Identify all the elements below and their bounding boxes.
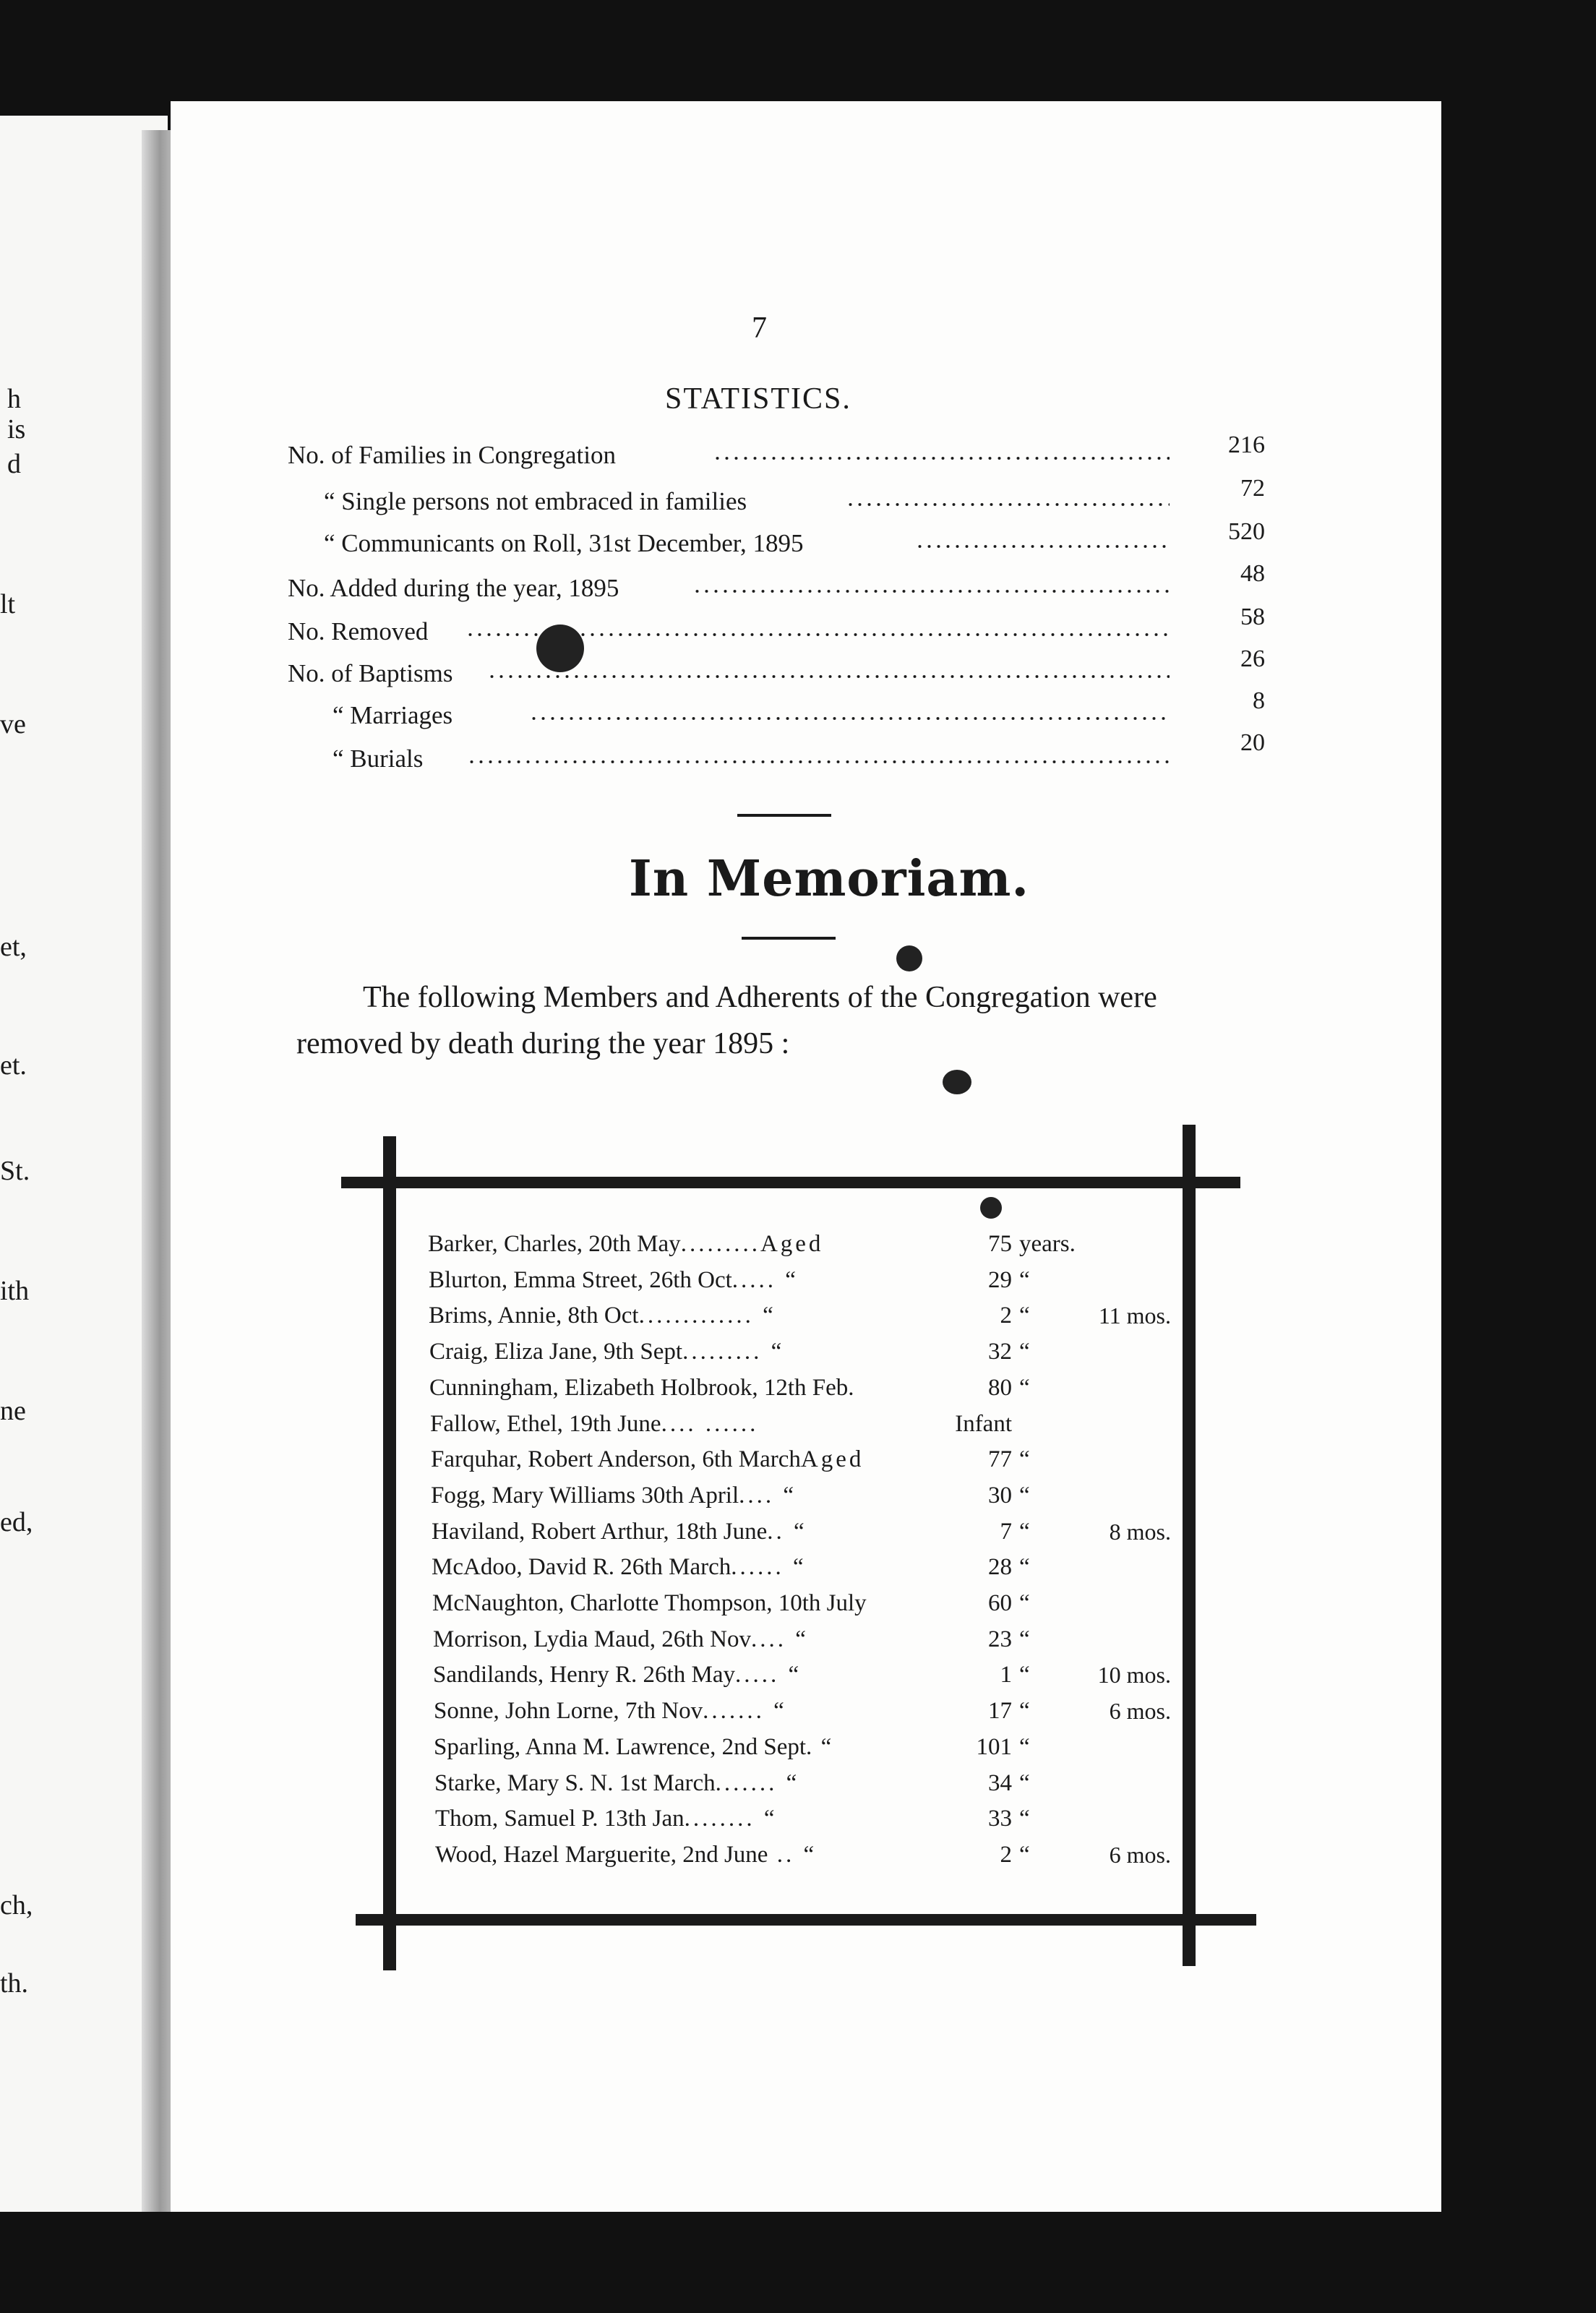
ink-blot <box>896 945 922 971</box>
entry-name-text: Barker, Charles, 20th May <box>428 1231 681 1257</box>
entry-age: 33 <box>988 1806 1012 1832</box>
entry-name-text: Morrison, Lydia Maud, 26th Nov <box>433 1626 751 1652</box>
entry-name-text: Craig, Eliza Jane, 9th Sept <box>429 1339 683 1365</box>
left-page-fragment: th. <box>0 1968 29 1999</box>
memoriam-entry-name <box>432 1514 807 1550</box>
entry-leader: .... “ <box>750 1626 809 1652</box>
memoriam-entry-name <box>431 1477 797 1514</box>
statistics-row <box>324 481 1170 522</box>
memoriam-entry-name <box>435 1837 817 1873</box>
memoriam-entry-name <box>434 1765 799 1801</box>
leader-dots <box>487 675 1170 678</box>
entry-unit: “ <box>1019 1554 1030 1580</box>
statistics-label: “ Burials <box>332 744 424 773</box>
entry-leader: .. “ <box>768 1842 818 1868</box>
statistics-row <box>288 653 1170 694</box>
memoriam-entry-name <box>434 1693 787 1729</box>
statistics-value: 520 <box>1228 518 1265 545</box>
leader-dots <box>915 545 1170 548</box>
entry-name-text: Sandilands, Henry R. 26th May <box>433 1662 735 1688</box>
left-page-fragment: d <box>7 449 21 479</box>
entry-name-text: Blurton, Emma Street, 26th Oct <box>429 1267 732 1293</box>
statistics-label: No. Removed <box>288 617 429 645</box>
entry-months: 8 mos. <box>1109 1519 1171 1545</box>
entry-age: 80 <box>988 1375 1012 1401</box>
entry-age: 30 <box>988 1482 1012 1509</box>
leader-dots <box>713 457 1170 460</box>
statistics-label: No. Added during the year, 1895 <box>288 574 619 602</box>
left-page-fragment: St. <box>0 1156 30 1186</box>
memoriam-entry-name <box>434 1729 834 1765</box>
leader-dots <box>467 760 1171 763</box>
entry-age: 60 <box>988 1590 1012 1616</box>
entry-age: 29 <box>988 1267 1012 1293</box>
entry-unit: “ <box>1019 1770 1030 1796</box>
memoriam-entry-name <box>429 1262 799 1298</box>
entry-months: 6 mos. <box>1109 1842 1171 1868</box>
entry-age: 34 <box>988 1770 1012 1796</box>
entry-age: 17 <box>988 1698 1012 1724</box>
entry-name-text: Thom, Samuel P. 13th Jan <box>435 1806 685 1832</box>
entry-name-text: McNaughton, Charlotte Thompson, 10th July <box>432 1590 867 1616</box>
memoriam-entry-name <box>430 1406 758 1442</box>
memoriam-entry-name <box>429 1334 784 1370</box>
entry-unit: “ <box>1019 1806 1030 1832</box>
ink-blot <box>980 1197 1002 1219</box>
statistics-row <box>288 611 1170 652</box>
entry-leader: ..... “ <box>732 1267 799 1293</box>
entry-leader: ......... “ <box>682 1339 785 1365</box>
ink-blot <box>943 1070 971 1094</box>
entry-leader: ...... “ <box>731 1554 807 1580</box>
entry-age: 2 <box>1000 1842 1012 1868</box>
page-number: 7 <box>752 312 767 345</box>
memoriam-entry-name <box>432 1585 867 1621</box>
frame-bottom-bar <box>356 1914 1256 1926</box>
entry-name-text: Sonne, John Lorne, 7th Nov <box>434 1698 703 1724</box>
memoriam-entry-name <box>428 1226 823 1262</box>
statistics-value: 216 <box>1228 432 1265 458</box>
leader-dots <box>846 503 1170 506</box>
statistics-row <box>332 695 1171 736</box>
entry-months: 10 mos. <box>1097 1662 1171 1688</box>
entry-age: 32 <box>988 1339 1012 1365</box>
frame-top-bar <box>341 1177 1240 1188</box>
entry-name-text: McAdoo, David R. 26th March <box>432 1554 732 1580</box>
entry-unit: years. <box>1019 1231 1076 1257</box>
entry-leader: .........Aged <box>680 1231 824 1257</box>
entry-unit: “ <box>1019 1339 1030 1365</box>
memoriam-entry-name <box>429 1370 854 1406</box>
entry-age: Infant <box>955 1411 1012 1437</box>
entry-unit: “ <box>1019 1267 1030 1293</box>
statistics-label: “ Communicants on Roll, 31st December, 1895 <box>324 529 804 557</box>
entry-unit: “ <box>1019 1590 1030 1616</box>
entry-unit: “ <box>1019 1842 1030 1868</box>
entry-name-text: Wood, Hazel Marguerite, 2nd June <box>435 1842 768 1868</box>
statistics-row <box>324 523 1170 564</box>
statistics-value: 20 <box>1240 729 1265 756</box>
entry-age: 2 <box>1000 1303 1012 1329</box>
entry-age: 23 <box>988 1626 1012 1652</box>
entry-unit: “ <box>1019 1375 1030 1401</box>
statistics-value: 8 <box>1253 687 1265 714</box>
statistics-label: No. of Families in Congregation <box>288 441 616 469</box>
entry-leader: Aged <box>800 1446 864 1472</box>
memoriam-entry-name <box>431 1441 864 1477</box>
entry-leader: ..... “ <box>734 1662 802 1688</box>
entry-name-text: Starke, Mary S. N. 1st March <box>434 1770 716 1796</box>
entry-name-text: Sparling, Anna M. Lawrence, 2nd Sept. <box>434 1734 812 1760</box>
entry-name-text: Cunningham, Elizabeth Holbrook, 12th Feb. <box>429 1375 854 1401</box>
left-page-fragment: ne <box>0 1396 26 1426</box>
entry-unit: “ <box>1019 1303 1030 1329</box>
entry-name-text: Brims, Annie, 8th Oct <box>429 1303 639 1329</box>
statistics-value: 72 <box>1240 475 1265 502</box>
entry-name-text: Fogg, Mary Williams 30th April <box>431 1482 739 1509</box>
statistics-value: 58 <box>1240 604 1265 630</box>
leader-dots <box>529 717 1171 720</box>
statistics-row <box>288 568 1170 609</box>
entry-name-text: Farquhar, Robert Anderson, 6th March <box>431 1446 801 1472</box>
entry-unit: “ <box>1019 1698 1030 1724</box>
entry-leader: ....... “ <box>715 1770 800 1796</box>
memoriam-entry-name <box>429 1297 776 1334</box>
entry-unit: “ <box>1019 1734 1030 1760</box>
entry-months: 6 mos. <box>1109 1698 1171 1724</box>
left-page-fragment: et, <box>0 932 27 962</box>
left-page-fragment: h <box>7 384 21 414</box>
entry-leader: .. “ <box>767 1519 807 1545</box>
statistics-label: “ Single persons not embraced in families <box>324 487 747 515</box>
entry-age: 7 <box>1000 1519 1012 1545</box>
statistics-label: “ Marriages <box>332 701 453 729</box>
statistics-value: 48 <box>1240 560 1265 587</box>
section-rule <box>737 814 831 817</box>
entry-age: 77 <box>988 1446 1012 1472</box>
document-page <box>171 101 1441 2212</box>
statistics-value: 26 <box>1240 645 1265 672</box>
memoriam-intro-line: removed by death during the year 1895 : <box>296 1027 790 1060</box>
entry-age: 75 <box>988 1231 1012 1257</box>
statistics-row <box>288 435 1170 476</box>
entry-name-text: Fallow, Ethel, 19th June <box>430 1411 661 1437</box>
frame-right-bar <box>1183 1125 1196 1966</box>
memoriam-intro-line: The following Members and Adherents of the Congregation were <box>363 981 1157 1014</box>
entry-leader: ....... “ <box>703 1698 787 1724</box>
left-page-fragment: lt <box>0 589 16 619</box>
left-page-fragment: ed, <box>0 1507 33 1537</box>
left-page-fragment: ve <box>0 709 26 739</box>
entry-leader: ........ “ <box>684 1806 778 1832</box>
entry-age: 28 <box>988 1554 1012 1580</box>
left-page-fragment: is <box>7 414 26 445</box>
entry-leader: “ <box>812 1734 835 1760</box>
memoriam-entry-name <box>435 1801 778 1837</box>
memoriam-entry-name <box>433 1657 802 1693</box>
statistics-label: No. of Baptisms <box>288 659 453 687</box>
entry-name-text: Haviland, Robert Arthur, 18th June <box>432 1519 768 1545</box>
frame-left-bar <box>383 1136 396 1970</box>
entry-age: 1 <box>1000 1662 1012 1688</box>
ink-blot <box>536 625 584 672</box>
section-rule <box>742 937 836 940</box>
entry-unit: “ <box>1019 1662 1030 1688</box>
entry-unit: “ <box>1019 1446 1030 1472</box>
left-page-fragment: ch, <box>0 1890 33 1921</box>
entry-unit: “ <box>1019 1519 1030 1545</box>
entry-unit: “ <box>1019 1626 1030 1652</box>
entry-months: 11 mos. <box>1098 1303 1171 1329</box>
entry-age: 101 <box>976 1734 1012 1760</box>
entry-leader: .... “ <box>739 1482 797 1509</box>
left-page-fragment: et. <box>0 1050 27 1081</box>
entry-leader: .... ...... <box>661 1411 759 1437</box>
entry-unit: “ <box>1019 1482 1030 1509</box>
entry-leader: ............. “ <box>638 1303 776 1329</box>
left-page-fragment: ith <box>0 1276 30 1306</box>
memoriam-entry-name <box>432 1549 807 1585</box>
statistics-row <box>332 739 1171 779</box>
memoriam-heading: In Memoriam. <box>629 850 1030 908</box>
leader-dots <box>692 590 1170 593</box>
memoriam-entry-name <box>433 1621 809 1657</box>
statistics-heading: STATISTICS. <box>665 382 851 416</box>
